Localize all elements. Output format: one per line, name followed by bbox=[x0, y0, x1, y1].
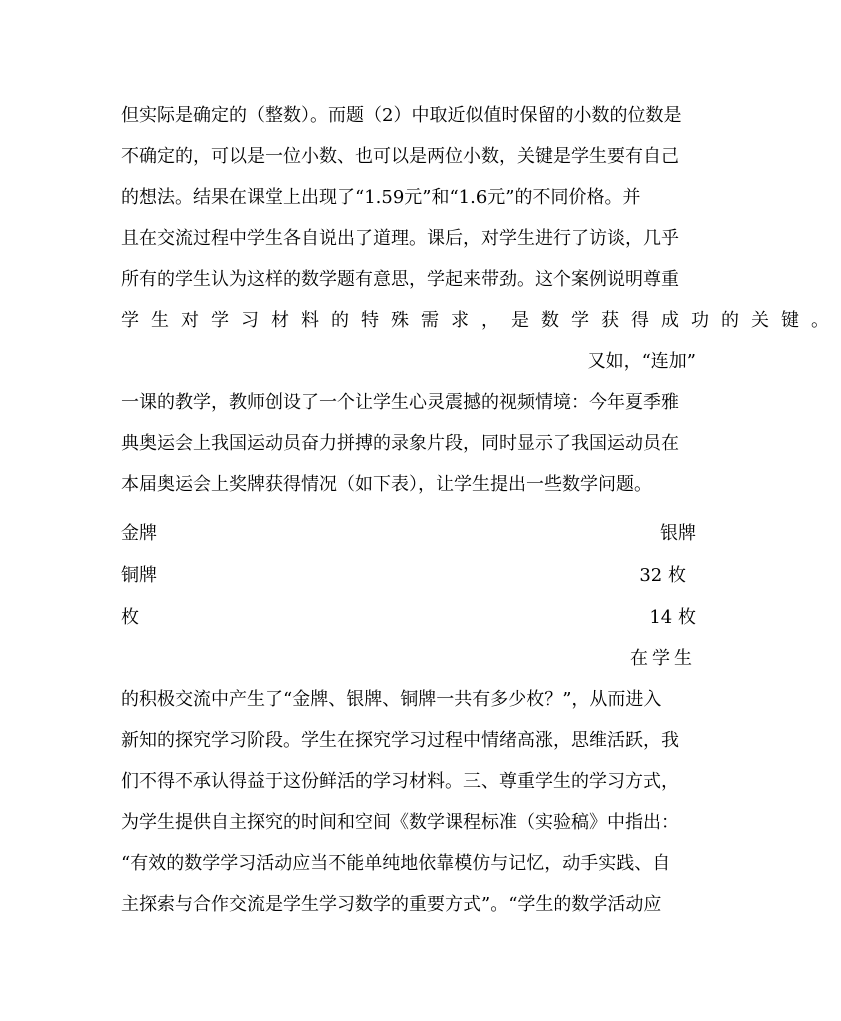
table-cell-gold-label: 金牌 bbox=[121, 523, 157, 544]
paragraph-line-5: 所有的学生认为这样的数学题有意思，学起来带劲。这个案例说明尊重 bbox=[121, 269, 679, 290]
paragraph-line-3: 的想法。结果在课堂上出现了“1.59元”和“1.6元”的不同价格。并 bbox=[121, 187, 641, 208]
paragraph-line-11: 的积极交流中产生了“金牌、银牌、铜牌一共有多少枚？”，从而进入 bbox=[121, 689, 662, 710]
paragraph-line-6: 学生对学习材料的特殊需求，是数学获得成功的关键。 bbox=[121, 310, 841, 331]
paragraph-line-15: “有效的数学学习活动应当不能单纯地依靠模仿与记忆，动手实践、自 bbox=[121, 853, 671, 874]
table-cell-bronze-label: 铜牌 bbox=[121, 565, 157, 586]
paragraph-line-2: 不确定的，可以是一位小数、也可以是两位小数，关键是学生要有自己 bbox=[121, 146, 679, 167]
paragraph-line-7: 又如，“连加” bbox=[587, 351, 696, 372]
table-cell-unit: 枚 bbox=[121, 607, 139, 628]
right-fragment: 在学生 bbox=[630, 648, 696, 669]
table-cell-silver-label: 银牌 bbox=[660, 523, 696, 544]
table-row-2 bbox=[121, 564, 696, 588]
table-row-3 bbox=[121, 606, 696, 630]
paragraph-line-1: 但实际是确定的（整数）。而题（2）中取近似值时保留的小数的位数是 bbox=[121, 105, 682, 126]
paragraph-line-16: 主探索与合作交流是学生学习数学的重要方式”。“学生的数学活动应 bbox=[121, 894, 662, 915]
table-cell-value-32: 32 枚 bbox=[639, 565, 686, 586]
paragraph-line-9: 典奥运会上我国运动员奋力拼搏的录象片段，同时显示了我国运动员在 bbox=[121, 433, 679, 454]
table-row-1 bbox=[121, 522, 696, 546]
paragraph-line-13: 们不得不承认得益于这份鲜活的学习材料。三、尊重学生的学习方式， bbox=[121, 771, 679, 792]
table-cell-value-14: 14 枚 bbox=[649, 607, 696, 628]
paragraph-line-4: 且在交流过程中学生各自说出了道理。课后，对学生进行了访谈，几乎 bbox=[121, 228, 679, 249]
paragraph-line-12: 新知的探究学习阶段。学生在探究学习过程中情绪高涨，思维活跃，我 bbox=[121, 730, 679, 751]
paragraph-line-14: 为学生提供自主探究的时间和空间《数学课程标准（实验稿》中指出： bbox=[121, 812, 679, 833]
paragraph-line-10: 本届奥运会上奖牌获得情况（如下表），让学生提出一些数学问题。 bbox=[121, 474, 652, 495]
paragraph-line-8: 一课的教学，教师创设了一个让学生心灵震撼的视频情境：今年夏季雅 bbox=[121, 392, 679, 413]
